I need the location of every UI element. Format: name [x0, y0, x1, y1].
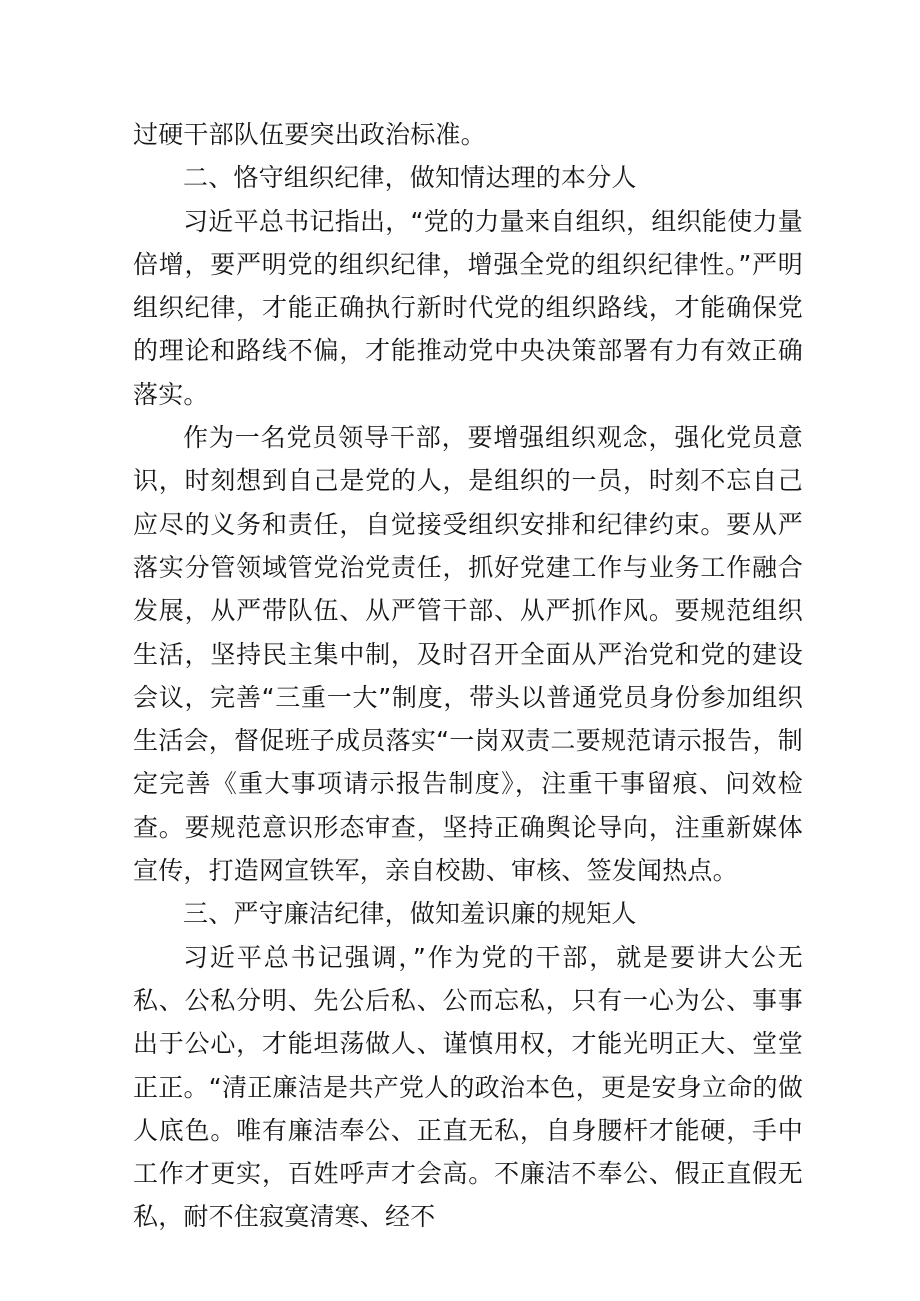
section-heading-two: 二、恪守组织纪律，做知情达理的本分人 [183, 163, 637, 193]
document-body [133, 113, 803, 1239]
paragraph-continuation: 过硬干部队伍要突出政治标准。 [133, 120, 486, 149]
paragraph-org-discipline-quote: 习近平总书记指出，“党的力量来自组织，组织能使力量倍增，要严明党的组织纪律，增强全党的组织纪律性。”严明组织纪律，才能正确执行新时代党的组织路线，才能确保党的理论和路线不偏，才能推动党中央决策部署有力有效正确落实。 [133, 206, 803, 409]
paragraph-integrity-discipline: 习近平总书记强调，”作为党的干部，就是要讲大公无私、公私分明、先公后私、公而忘私，只有一心为公、事事出于公心，才能坦荡做人、谨慎用权，才能光明正大、堂堂正正。“清正廉洁是共产党人的政治本色，更是安身立命的做人底色。唯有廉洁奉公、正直无私，自身腰杆才能硬，手中工作才更实，百姓呼声才会高。不廉洁不奉公、假正直假无私，耐不住寂寞清寒、经不 [133, 942, 803, 1232]
paragraph-org-discipline-duties: 作为一名党员领导干部，要增强组织观念，强化党员意识，时刻想到自己是党的人，是组织的一员，时刻不忘自己应尽的义务和责任，自觉接受组织安排和纪律约束。要从严落实分管领域管党治党责任，抓好党建工作与业务工作融合发展，从严带队伍、从严管干部、从严抓作风。要规范组织生活，坚持民主集中制，及时召开全面从严治党和党的建设会议，完善“三重一大”制度，带头以普通党员身份参加组织生活会，督促班子成员落实“一岗双责二要规范请示报告，制定完善《重大事项请示报告制度》，注重干事留痕、问效检查。要规范意识形态审查，坚持正确舆论导向，注重新媒体宣传，打造网宣铁军，亲自校勘、审核、签发闻热点。 [133, 423, 803, 886]
section-heading-three: 三、严守廉洁纪律，做知羞识廉的规矩人 [183, 899, 637, 929]
